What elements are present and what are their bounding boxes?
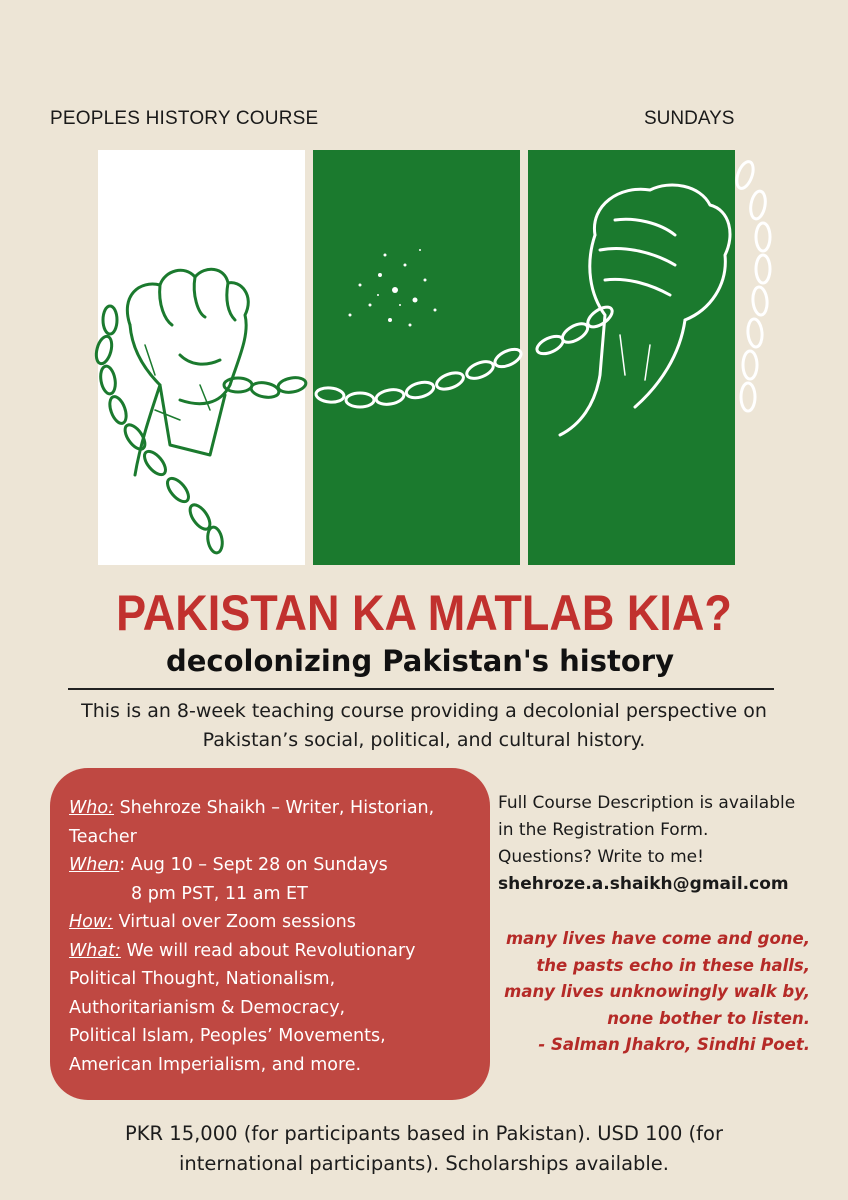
white-panel [98,150,305,565]
when-time: 8 pm PST, 11 am ET [131,883,308,904]
price-line: PKR 15,000 (for participants based in Pakistan). USD 100 (for [125,1122,723,1145]
intro-text [40,697,808,755]
price-line: international participants). Scholarships available. [178,1152,670,1175]
how-row [69,908,489,937]
description-line: Questions? Write to me! [498,847,704,867]
when-row [69,851,489,880]
schedule-label: SUNDAYS [644,108,735,129]
who-value: Shehroze Shaikh – Writer, Historian, [114,798,435,818]
page-subtitle: decolonizing Pakistan's history [166,644,674,678]
poem-line: the pasts echo in these halls, [536,955,810,975]
when-label: When [69,855,120,875]
poem-line: many lives have come and gone, [505,929,810,948]
broken-chain-artwork [60,145,790,570]
who-row-cont: Teacher [69,826,137,847]
intro-line: Pakistan’s social, political, and cultural history. [202,729,646,751]
what-value: We will read about Revolutionary [120,940,416,961]
who-label: Who: [69,798,114,818]
description-line: Full Course Description is available [498,793,796,813]
what-line: Political Islam, Peoples’ Movements, [69,1026,386,1046]
poem-quote [480,926,810,1059]
how-value: Virtual over Zoom sessions [113,912,356,932]
course-label: PEOPLES HISTORY COURSE [50,108,319,129]
when-value: : Aug 10 – Sept 28 on Sundays [119,855,388,875]
poem-line: many lives unknowingly walk by, [504,982,810,1001]
what-line: American Imperialism, and more. [69,1054,362,1075]
course-description [498,790,828,898]
intro-line: This is an 8-week teaching course providing a decolonial perspective on [81,700,767,722]
what-label: What: [69,940,121,961]
poem-line: none bother to listen. [607,1008,810,1028]
description-line: in the Registration Form. [498,820,709,840]
contact-email[interactable]: shehroze.a.shaikh@gmail.com [498,874,789,894]
page-title: PAKISTAN KA MATLAB KIA? [116,585,732,641]
poem-attribution: - Salman Jhakro, Sindhi Poet. [538,1035,810,1054]
pricing [40,1119,808,1179]
course-info [69,794,489,1079]
what-line: Authoritarianism & Democracy, [69,997,346,1018]
how-label: How: [69,912,114,932]
what-row [69,937,489,966]
divider [68,688,774,690]
who-row [69,794,489,823]
what-line: Political Thought, Nationalism, [69,969,336,989]
green-panel-right [528,150,735,565]
green-panel-middle [313,150,520,565]
